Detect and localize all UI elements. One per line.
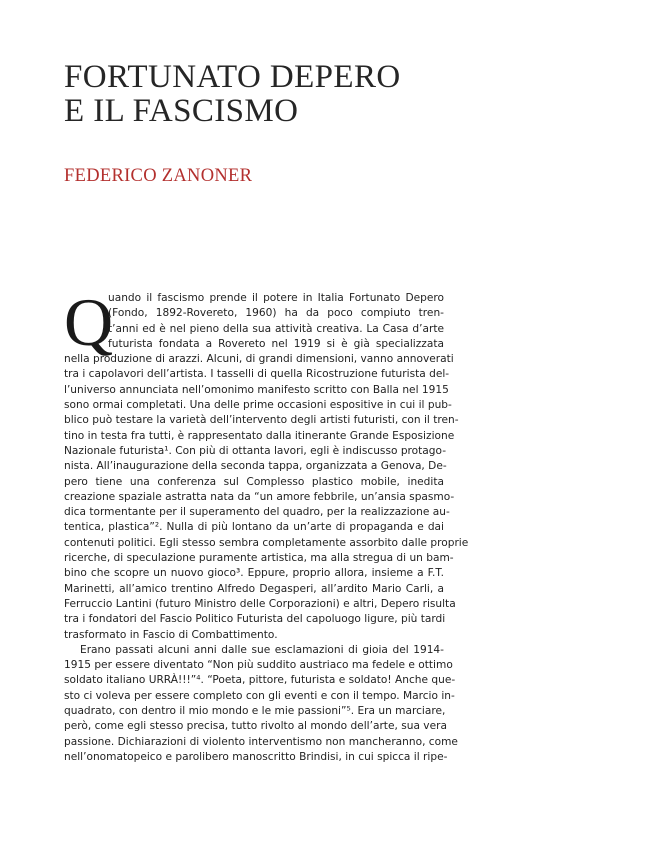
body-line: tra i capolavori dell’artista. I tasselli di quella Ricostruzione futurista del- (64, 368, 450, 381)
body-line: uando il fascismo prende il potere in Italia Fortunato Depero (108, 292, 444, 304)
body-line: creazione spaziale astratta nata da “un amore febbrile, un’ansia spasmo- (64, 490, 455, 503)
body-line: dica tormentante per il superamento del quadro, per la realizzazione au- (64, 506, 450, 519)
body-line: contenuti politici. Egli stesso sembra completamente assorbito dalle proprie (64, 536, 469, 549)
body-line: tino in testa fra tutti, è rappresentato dalla itinerante Grande Esposizione (64, 429, 455, 442)
body-line: blico può testare la varietà dell’intervento degli artisti futuristi, con il tren- (64, 414, 459, 427)
body-line: Erano passati alcuni anni dalle sue esclamazioni di gioia del 1914- (80, 643, 444, 656)
body-line: soldato italiano URRÀ!!!”⁴. “Poeta, pittore, futurista e soldato! Anche que- (64, 674, 456, 687)
body-line: bino che scopre un nuovo gioco³. Eppure, proprio allora, insieme a F.T. (64, 567, 444, 580)
title-line-1: FORTUNATO DEPERO (64, 59, 401, 95)
article-body (64, 284, 469, 765)
body-line: (Fondo, 1892-Rovereto, 1960) ha da poco compiuto tren- (108, 307, 444, 320)
body-line: sto ci voleva per essere completo con gli eventi e con il tempo. Marcio in- (64, 689, 455, 702)
body-line: Marinetti, all’amico trentino Alfredo Degasperi, all’ardito Mario Carli, a (64, 582, 444, 595)
body-line: sono ormai completati. Una delle prime occasioni espositive in cui il pub- (64, 399, 452, 412)
author-name: FEDERICO ZANONER (64, 166, 253, 186)
article-title (64, 60, 401, 128)
body-line: ricerche, di speculazione puramente artistica, ma alla stregua di un bam- (64, 552, 454, 565)
body-line: quadrato, con dentro il mio mondo e le mie passioni”⁵. Era un marciare, (64, 705, 446, 718)
body-line: Nazionale futurista¹. Con più di ottanta lavori, egli è indiscusso protago- (64, 444, 447, 457)
title-line-2: E IL FASCISMO (64, 93, 299, 129)
body-line: però, come egli stesso precisa, tutto rivolto al mondo dell’arte, sua vera (64, 720, 447, 733)
body-line: nella produzione di arazzi. Alcuni, di grandi dimensioni, vanno annoverati (64, 353, 454, 366)
body-line: futurista fondata a Rovereto nel 1919 si è già specializzata (108, 337, 444, 350)
body-line: 1915 per essere diventato “Non più suddito austriaco ma fedele e ottimo (64, 659, 453, 672)
body-line: pero tiene una conferenza sul Complesso plastico mobile, inedita (64, 475, 444, 488)
body-line: tra i fondatori del Fascio Politico Futurista del capoluogo ligure, più tardi (64, 613, 446, 626)
body-line: nista. All’inaugurazione della seconda tappa, organizzata a Genova, De- (64, 460, 447, 473)
body-line: passione. Dichiarazioni di violento interventismo non mancheranno, come (64, 735, 458, 748)
body-line: nell’onomatopeico e parolibero manoscritto Brindisi, in cui spicca il ripe- (64, 750, 448, 763)
drop-cap: Q (64, 284, 114, 360)
body-line: trasformato in Fascio di Combattimento. (64, 628, 278, 641)
body-line: Ferruccio Lantini (futuro Ministro delle Corporazioni) e altri, Depero risulta (64, 597, 456, 610)
body-line: tentica, plastica”². Nulla di più lontano da un’arte di propaganda e dai (64, 521, 444, 534)
body-line: l’universo annunciata nell’omonimo manifesto scritto con Balla nel 1915 (64, 383, 449, 396)
body-line: t’anni ed è nel pieno della sua attività creativa. La Casa d’arte (108, 322, 444, 335)
